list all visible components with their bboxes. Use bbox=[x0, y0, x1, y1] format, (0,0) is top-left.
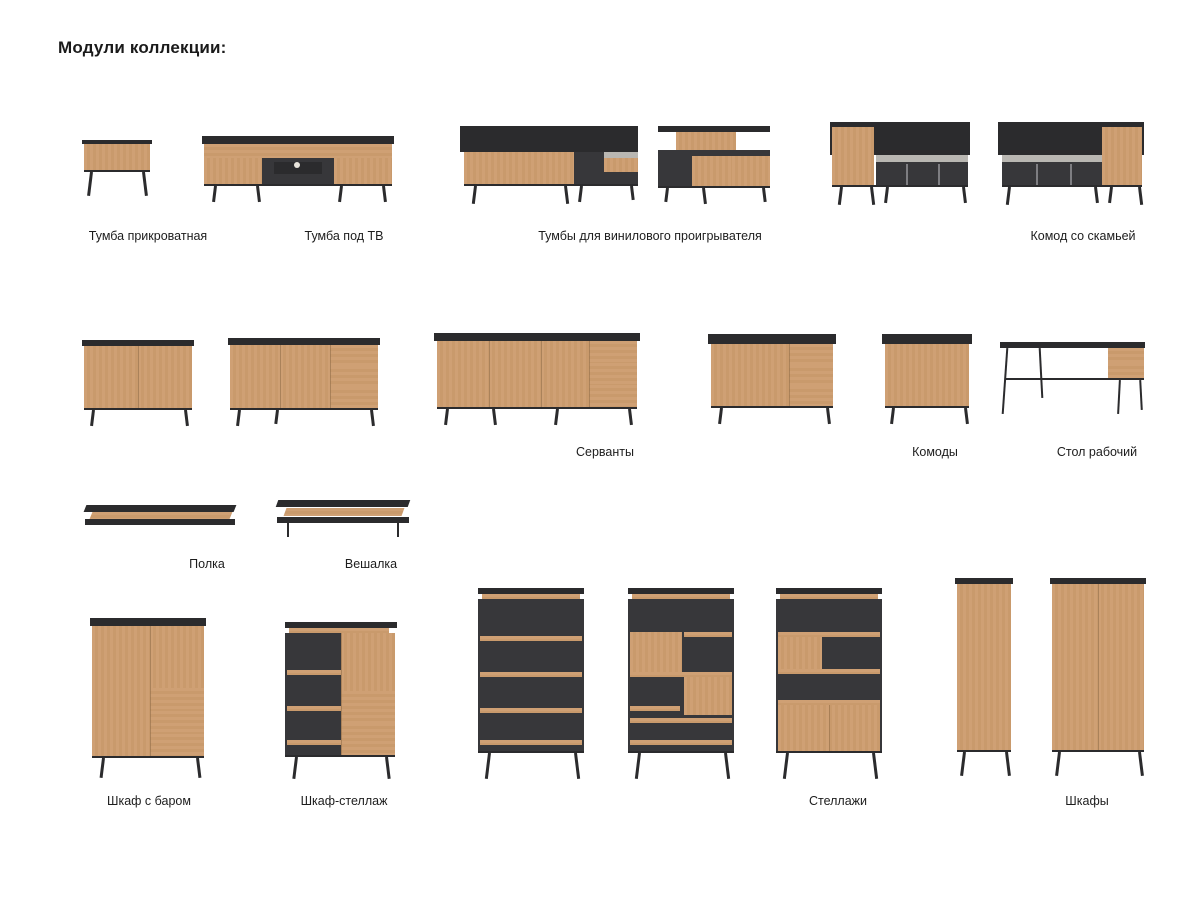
caption-tv-stand: Тумба под ТВ bbox=[304, 229, 384, 243]
chest-narrow-illustration bbox=[882, 334, 972, 424]
caption-bedside-table: Тумба прикроватная bbox=[88, 229, 208, 243]
vinyl-cabinet-b-illustration bbox=[658, 126, 770, 202]
product-wardrobe-narrow bbox=[955, 578, 1013, 778]
caption-sideboards: Серванты bbox=[576, 445, 634, 459]
caption-chests: Комоды bbox=[912, 445, 958, 459]
caption-shelving-units: Стеллажи bbox=[808, 794, 868, 808]
product-chest-wide bbox=[708, 334, 836, 424]
product-vinyl-cabinet-a bbox=[460, 126, 638, 202]
bedside-table-illustration bbox=[82, 140, 152, 200]
product-bar-cabinet bbox=[90, 618, 206, 778]
product-wardrobe-wide bbox=[1050, 578, 1146, 778]
wardrobe-narrow-illustration bbox=[955, 578, 1013, 778]
tv-stand-illustration bbox=[202, 136, 394, 201]
caption-work-desk: Стол рабочий bbox=[1056, 445, 1138, 459]
sideboard-large-illustration bbox=[434, 333, 640, 425]
product-shelf bbox=[85, 505, 235, 535]
chest-with-bench-b-illustration bbox=[998, 122, 1144, 202]
caption-hanger: Вешалка bbox=[344, 557, 398, 571]
product-chest-narrow bbox=[882, 334, 972, 424]
caption-wardrobes: Шкафы bbox=[1065, 794, 1109, 808]
vinyl-cabinet-a-illustration bbox=[460, 126, 638, 202]
product-vinyl-cabinet-b bbox=[658, 126, 770, 202]
shelf-illustration bbox=[85, 505, 235, 535]
sideboard-medium-illustration bbox=[228, 338, 380, 426]
product-chest-with-bench-a bbox=[830, 122, 970, 202]
wardrobe-wide-illustration bbox=[1050, 578, 1146, 778]
work-desk-illustration bbox=[1000, 342, 1145, 427]
shelving-unit-c-illustration bbox=[776, 588, 882, 780]
sideboard-small-illustration bbox=[82, 340, 194, 425]
product-bedside-table bbox=[82, 140, 152, 200]
product-shelving-unit-b bbox=[628, 588, 734, 780]
product-chest-with-bench-b bbox=[998, 122, 1144, 202]
chest-wide-illustration bbox=[708, 334, 836, 424]
caption-chest-with-bench: Комод со скамьей bbox=[1030, 229, 1136, 243]
caption-shelving-cabinet: Шкаф-стеллаж bbox=[300, 794, 388, 808]
product-work-desk bbox=[1000, 342, 1145, 427]
product-tv-stand bbox=[202, 136, 394, 201]
product-shelving-unit-a bbox=[478, 588, 584, 780]
shelving-unit-b-illustration bbox=[628, 588, 734, 780]
caption-vinyl-cabinets: Тумбы для винилового проигрывателя bbox=[538, 229, 762, 243]
product-sideboard-small bbox=[82, 340, 194, 425]
bar-cabinet-illustration bbox=[90, 618, 206, 778]
product-sideboard-large bbox=[434, 333, 640, 425]
page-title: Модули коллекции: bbox=[58, 38, 227, 57]
shelving-cabinet-illustration bbox=[285, 622, 397, 780]
caption-shelf: Полка bbox=[189, 557, 225, 571]
chest-with-bench-a-illustration bbox=[830, 122, 970, 202]
caption-bar-cabinet: Шкаф с баром bbox=[107, 794, 191, 808]
product-shelving-unit-c bbox=[776, 588, 882, 780]
product-sideboard-medium bbox=[228, 338, 380, 426]
hanger-illustration bbox=[277, 500, 409, 542]
product-shelving-cabinet bbox=[285, 622, 397, 780]
shelving-unit-a-illustration bbox=[478, 588, 584, 780]
product-hanger bbox=[277, 500, 409, 542]
